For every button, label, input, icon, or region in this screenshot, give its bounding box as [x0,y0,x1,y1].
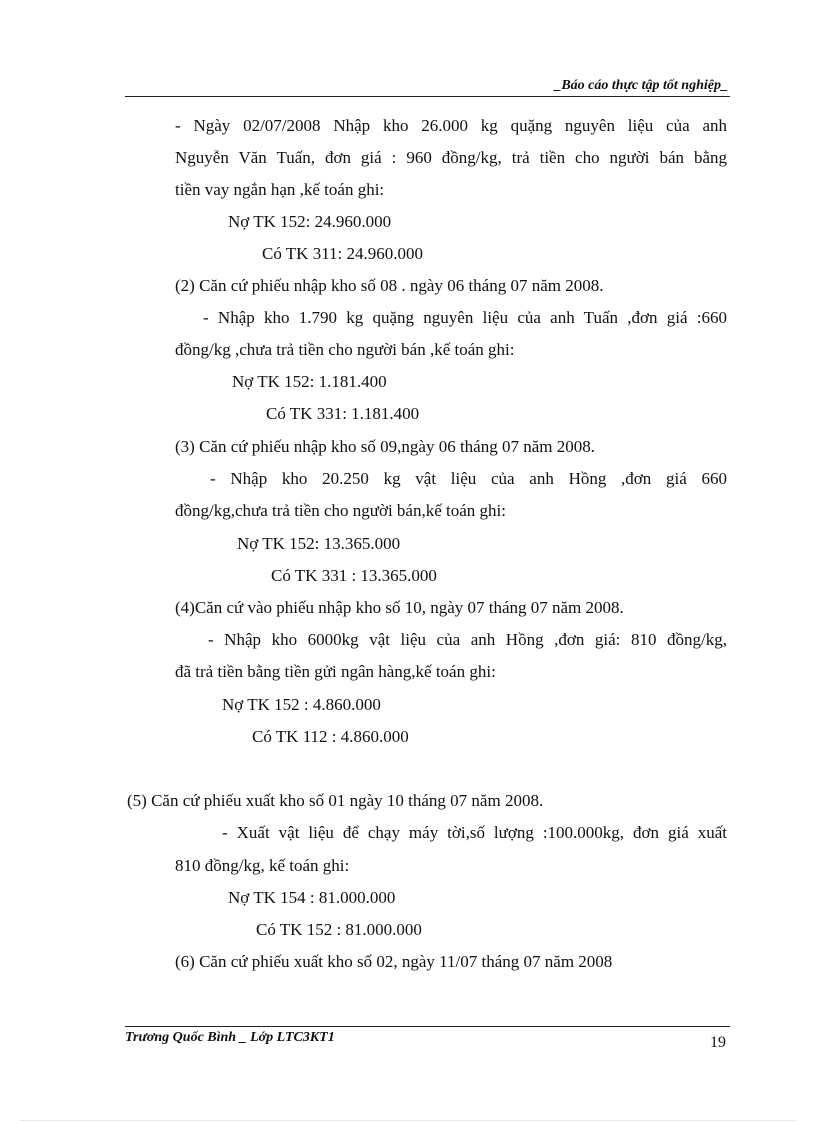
debit-entry: Nợ TK 152 : 4.860.000 [222,695,381,714]
credit-entry: Có TK 331: 1.181.400 [266,404,420,423]
body-line-2: Nguyễn Văn Tuấn, đơn giá : 960 đồng/kg, trả tiền cho người bán bằng [175,148,727,167]
body-line-8: đồng/kg ,chưa trả tiền cho người bán ,kế toán ghi: [175,340,515,359]
section-heading-3: (3) Căn cứ phiếu nhập kho số 09,ngày 06 tháng 07 năm 2008. [175,437,595,456]
body-line-12: - Nhập kho 20.250 kg vật liệu của anh Hồng ,đơn giá 660 [210,469,727,488]
body-line-22: - Xuất vật liệu để chạy máy tời,số lượng :100.000kg, đơn giá xuất [222,823,727,842]
credit-entry: Có TK 112 : 4.860.000 [252,727,409,746]
header-rule [125,96,730,97]
body-line-17: - Nhập kho 6000kg vật liệu của anh Hồng ,đơn giá: 810 đồng/kg, [208,630,727,649]
body-line-7: - Nhập kho 1.790 kg quặng nguyên liệu của anh Tuấn ,đơn giá :660 [203,308,727,327]
section-heading-4: (4)Căn cứ vào phiếu nhập kho số 10, ngày 07 tháng 07 năm 2008. [175,598,624,617]
footer-rule [125,1026,730,1027]
body-line-1: - Ngày 02/07/2008 Nhập kho 26.000 kg quặng nguyên liệu của anh [175,116,727,135]
body-line-3: tiền vay ngắn hạn ,kế toán ghi: [175,180,385,199]
header-title: _Báo cáo thực tập tốt nghiệp_ [554,78,728,93]
credit-entry: Có TK 331 : 13.365.000 [271,566,437,585]
debit-entry: Nợ TK 154 : 81.000.000 [228,888,396,907]
debit-entry: Nợ TK 152: 24.960.000 [228,212,392,231]
section-heading-5: (5) Căn cứ phiếu xuất kho số 01 ngày 10 tháng 07 năm 2008. [127,791,544,810]
body-line-13: đồng/kg,chưa trả tiền cho người bán,kế toán ghi: [175,501,506,520]
page-edge-dotted-line [20,1120,796,1121]
section-heading-6: (6) Căn cứ phiếu xuất kho số 02, ngày 11/07 tháng 07 năm 2008 [175,952,613,971]
page-number: 19 [710,1034,726,1051]
footer-author: Trương Quốc Bình _ Lớp LTC3KT1 [125,1030,335,1045]
body-line-18: đã trả tiền bằng tiền gửi ngân hàng,kế toán ghi: [175,662,496,681]
debit-entry: Nợ TK 152: 13.365.000 [237,534,401,553]
body-line-23: 810 đồng/kg, kế toán ghi: [175,856,350,875]
credit-entry: Có TK 311: 24.960.000 [262,244,424,263]
credit-entry: Có TK 152 : 81.000.000 [256,920,422,939]
debit-entry: Nợ TK 152: 1.181.400 [232,372,387,391]
section-heading-2: (2) Căn cứ phiếu nhập kho số 08 . ngày 06 tháng 07 năm 2008. [175,276,604,295]
